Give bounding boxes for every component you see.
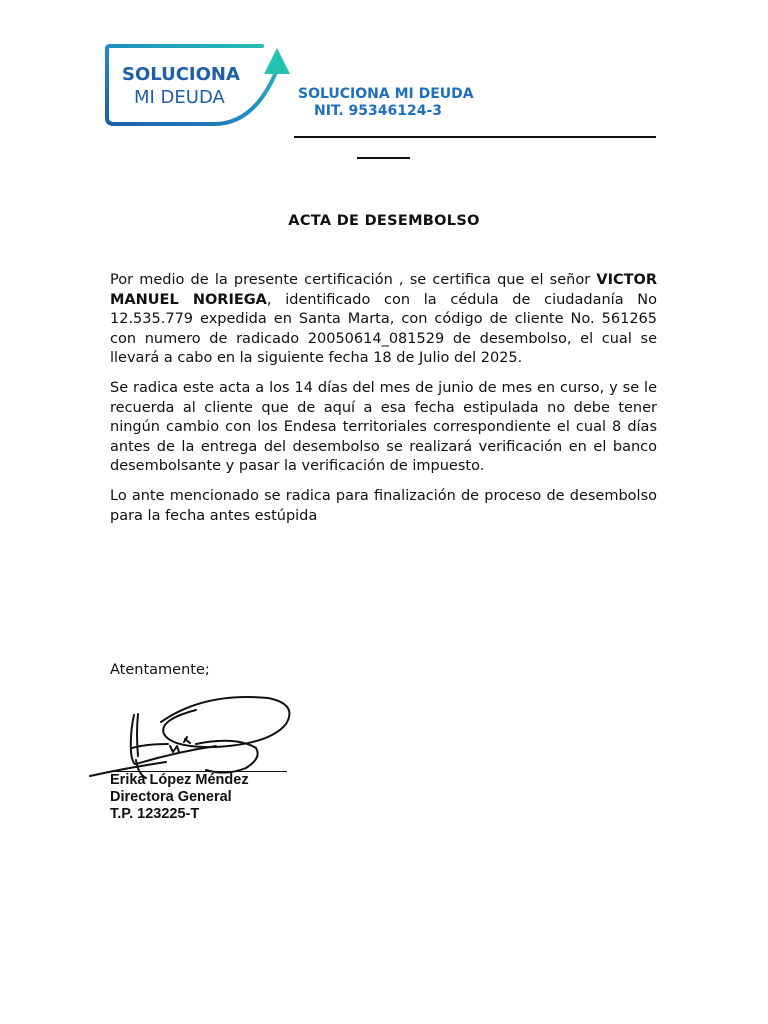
signer-license: T.P. 123225-T xyxy=(110,806,200,822)
company-logo xyxy=(104,42,294,128)
logo-text-line1: SOLUCIONA xyxy=(122,64,240,85)
org-nit: NIT. 95346124-3 xyxy=(314,103,443,119)
client-name: VICTOR MANUEL NORIEGA xyxy=(110,272,657,308)
logo-text-line2: MI DEUDA xyxy=(134,87,225,108)
signer-position: Directora General xyxy=(110,789,232,805)
paragraph-3: Lo ante mencionado se radica para finalización de proceso de desembolso para la fecha antes estúpida xyxy=(110,487,657,524)
header-divider-short xyxy=(357,157,410,159)
closing-salutation: Atentamente; xyxy=(110,662,210,678)
header-divider xyxy=(294,136,656,138)
signer-name: Erika López Méndez xyxy=(110,772,249,788)
org-name: SOLUCIONA MI DEUDA xyxy=(298,86,474,102)
paragraph-1: Por medio de la presente certificación , se certifica que el señor VICTOR MANUEL NORIEGA, identificado con la cédula de ciudadanía No 12.535.779 expedida en Santa Marta, con código de cliente No. 561265 con numero de radicado 20050614_081529 de desembolso, el cual se llevará a cabo en la siguiente fecha 18 de Julio del 2025. xyxy=(110,272,657,367)
logo-frame xyxy=(107,46,276,124)
paragraph-2: Se radica este acta a los 14 días del mes de junio de mes en curso, y se le recuerda al cliente que de aquí a esa fecha estipulada no debe tener ningún cambio con los Endesa territoriales correspondiente el cual 8 días antes de la entrega del desembolso se realizará verificación en el banco desembolsante y pasar la verificación de impuesto. xyxy=(110,379,657,475)
signer-block xyxy=(110,772,249,823)
document-body xyxy=(110,271,657,536)
document-title: ACTA DE DESEMBOLSO xyxy=(288,213,480,229)
upward-arrow-swoosh-icon xyxy=(264,48,290,74)
